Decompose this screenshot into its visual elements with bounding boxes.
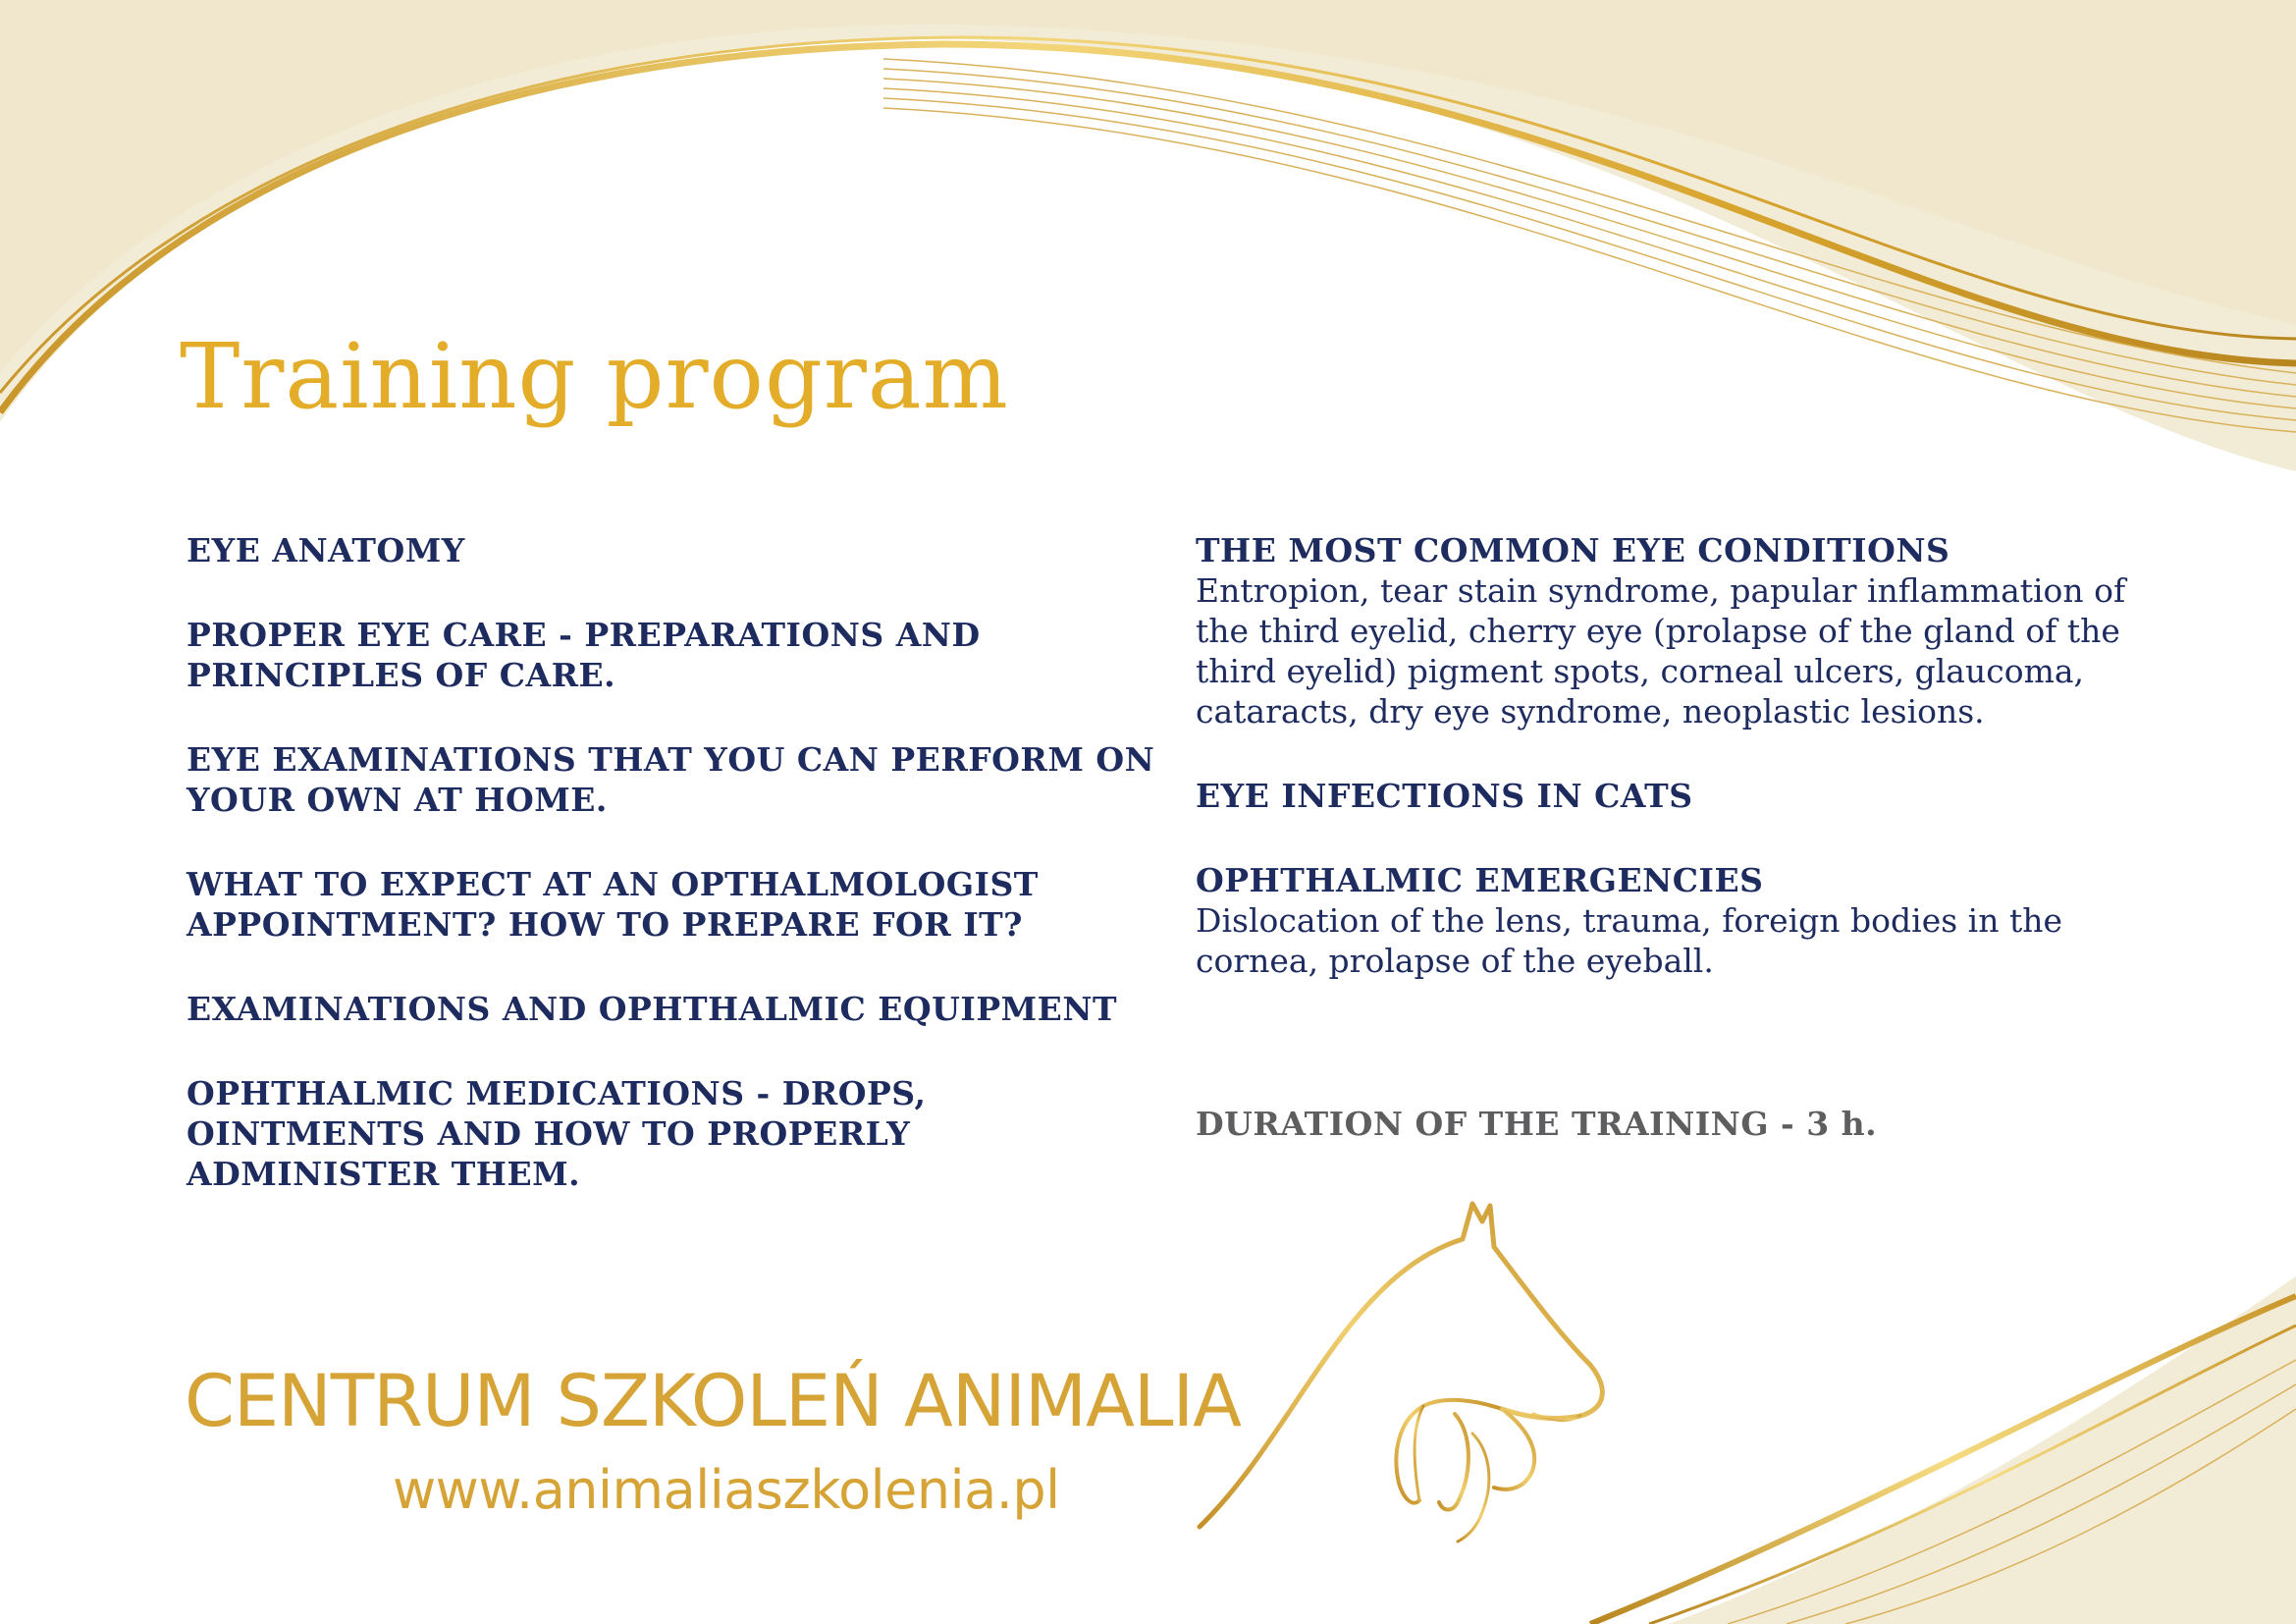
training-duration: DURATION OF THE TRAINING - 3 h. — [1196, 1105, 1878, 1143]
program-right-column — [1196, 530, 2138, 981]
program-topic-heading: PROPER EYE CARE - PREPARATIONS AND PRINCIPLES OF CARE. — [187, 616, 981, 694]
program-topic-heading: EYE EXAMINATIONS THAT YOU CAN PERFORM ON YOUR OWN AT HOME. — [187, 740, 1155, 819]
program-topic-heading: EYE ANATOMY — [187, 531, 465, 569]
program-topic-heading: EYE INFECTIONS IN CATS — [1196, 777, 1693, 815]
program-topic-heading: THE MOST COMMON EYE CONDITIONS — [1196, 531, 1950, 569]
program-topic-description: Entropion, tear stain syndrome, papular inflammation of the third eyelid, cherry eye (prolapse of the gland of the third eyelid) pigment spots, corneal ulcers, glaucoma, cataracts, dry eye syndrome, neoplastic lesions. — [1196, 571, 2126, 731]
brand-url[interactable]: www.animaliaszkolenia.pl — [393, 1459, 1060, 1521]
page-title: Training program — [180, 324, 1009, 429]
program-topic-heading: OPHTHALMIC MEDICATIONS - DROPS, OINTMENTS AND HOW TO PROPERLY ADMINISTER THEM. — [187, 1074, 927, 1193]
program-topic-heading: EXAMINATIONS AND OPHTHALMIC EQUIPMENT — [187, 990, 1118, 1028]
program-topic-heading: WHAT TO EXPECT AT AN OPTHALMOLOGIST APPOINTMENT? HOW TO PREPARE FOR IT? — [187, 865, 1039, 944]
program-topic-description: Dislocation of the lens, trauma, foreign bodies in the cornea, prolapse of the eyeball. — [1196, 901, 2062, 980]
brand-name: CENTRUM SZKOLEŃ ANIMALIA — [185, 1360, 1242, 1443]
horse-dog-logo-icon — [1178, 1188, 1669, 1551]
program-topic-heading: OPHTHALMIC EMERGENCIES — [1196, 861, 1764, 899]
program-left-column — [187, 530, 1168, 1194]
